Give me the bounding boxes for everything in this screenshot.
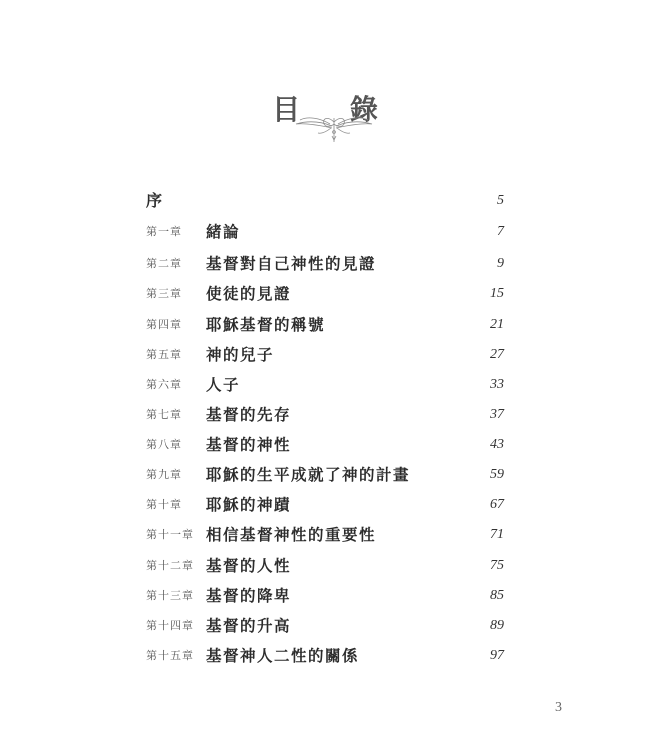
toc-entry[interactable] xyxy=(0,556,650,586)
chapter-title: 耶穌的生平成就了神的計畫 xyxy=(206,465,411,484)
toc-entry[interactable] xyxy=(0,616,650,646)
chapter-page: 89 xyxy=(490,618,504,633)
chapter-page: 9 xyxy=(497,256,504,271)
chapter-title: 耶穌基督的稱號 xyxy=(206,315,326,334)
chapter-title: 基督的降卑 xyxy=(206,586,292,605)
chapter-number: 第十二章 xyxy=(146,559,194,572)
chapter-title: 基督的升高 xyxy=(206,616,292,635)
chapter-title: 相信基督神性的重要性 xyxy=(206,525,377,544)
chapter-page: 59 xyxy=(490,467,504,482)
chapter-number: 第七章 xyxy=(146,408,182,421)
ornament-flourish-icon xyxy=(292,114,376,144)
chapter-title: 基督對自己神性的見證 xyxy=(206,254,377,273)
chapter-page: 75 xyxy=(490,558,504,573)
chapter-title: 耶穌的神蹟 xyxy=(206,495,292,514)
chapter-page: 33 xyxy=(490,377,504,392)
toc-entry[interactable] xyxy=(0,465,650,495)
chapter-number: 第四章 xyxy=(146,318,182,331)
toc-entry[interactable] xyxy=(0,254,650,284)
toc-entry[interactable] xyxy=(0,284,650,314)
toc-entry-page: 5 xyxy=(497,193,504,208)
toc-entry[interactable] xyxy=(0,345,650,375)
chapter-number: 第九章 xyxy=(146,468,182,481)
chapter-title: 使徒的見證 xyxy=(206,284,292,303)
toc-entry-preface[interactable] xyxy=(0,191,650,221)
chapter-page: 37 xyxy=(490,407,504,422)
chapter-number: 第十三章 xyxy=(146,589,194,602)
toc-entry[interactable] xyxy=(0,315,650,345)
chapter-page: 97 xyxy=(490,648,504,663)
chapter-page: 71 xyxy=(490,527,504,542)
chapter-title: 神的兒子 xyxy=(206,345,275,364)
toc-entry[interactable] xyxy=(0,405,650,435)
chapter-number: 第十章 xyxy=(146,498,182,511)
chapter-page: 43 xyxy=(490,437,504,452)
chapter-title: 基督的神性 xyxy=(206,435,292,454)
page-number: 3 xyxy=(555,700,562,715)
chapter-number: 第三章 xyxy=(146,287,182,300)
chapter-title: 基督的人性 xyxy=(206,556,292,575)
toc-entry[interactable] xyxy=(0,435,650,465)
chapter-page: 7 xyxy=(497,224,504,239)
chapter-number: 第十一章 xyxy=(146,528,194,541)
chapter-number: 第五章 xyxy=(146,348,182,361)
toc-entry[interactable] xyxy=(0,222,650,252)
chapter-page: 21 xyxy=(490,317,504,332)
toc-entry[interactable] xyxy=(0,525,650,555)
toc-entry[interactable] xyxy=(0,646,650,676)
chapter-number: 第十四章 xyxy=(146,619,194,632)
chapter-title: 基督神人二性的關係 xyxy=(206,646,360,665)
toc-entry[interactable] xyxy=(0,375,650,405)
chapter-page: 27 xyxy=(490,347,504,362)
chapter-number: 第一章 xyxy=(146,225,182,238)
chapter-title: 緒論 xyxy=(206,222,241,241)
toc-entry[interactable] xyxy=(0,586,650,616)
chapter-page: 85 xyxy=(490,588,504,603)
chapter-title: 人子 xyxy=(206,375,241,394)
chapter-title: 基督的先存 xyxy=(206,405,292,424)
chapter-number: 第八章 xyxy=(146,438,182,451)
chapter-number: 第二章 xyxy=(146,257,182,270)
chapter-page: 15 xyxy=(490,286,504,301)
chapter-number: 第六章 xyxy=(146,378,182,391)
toc-entry-title: 序 xyxy=(146,191,164,210)
chapter-number: 第十五章 xyxy=(146,649,194,662)
page-title: 目 錄 xyxy=(272,93,398,126)
chapter-page: 67 xyxy=(490,497,504,512)
toc-entry[interactable] xyxy=(0,495,650,525)
